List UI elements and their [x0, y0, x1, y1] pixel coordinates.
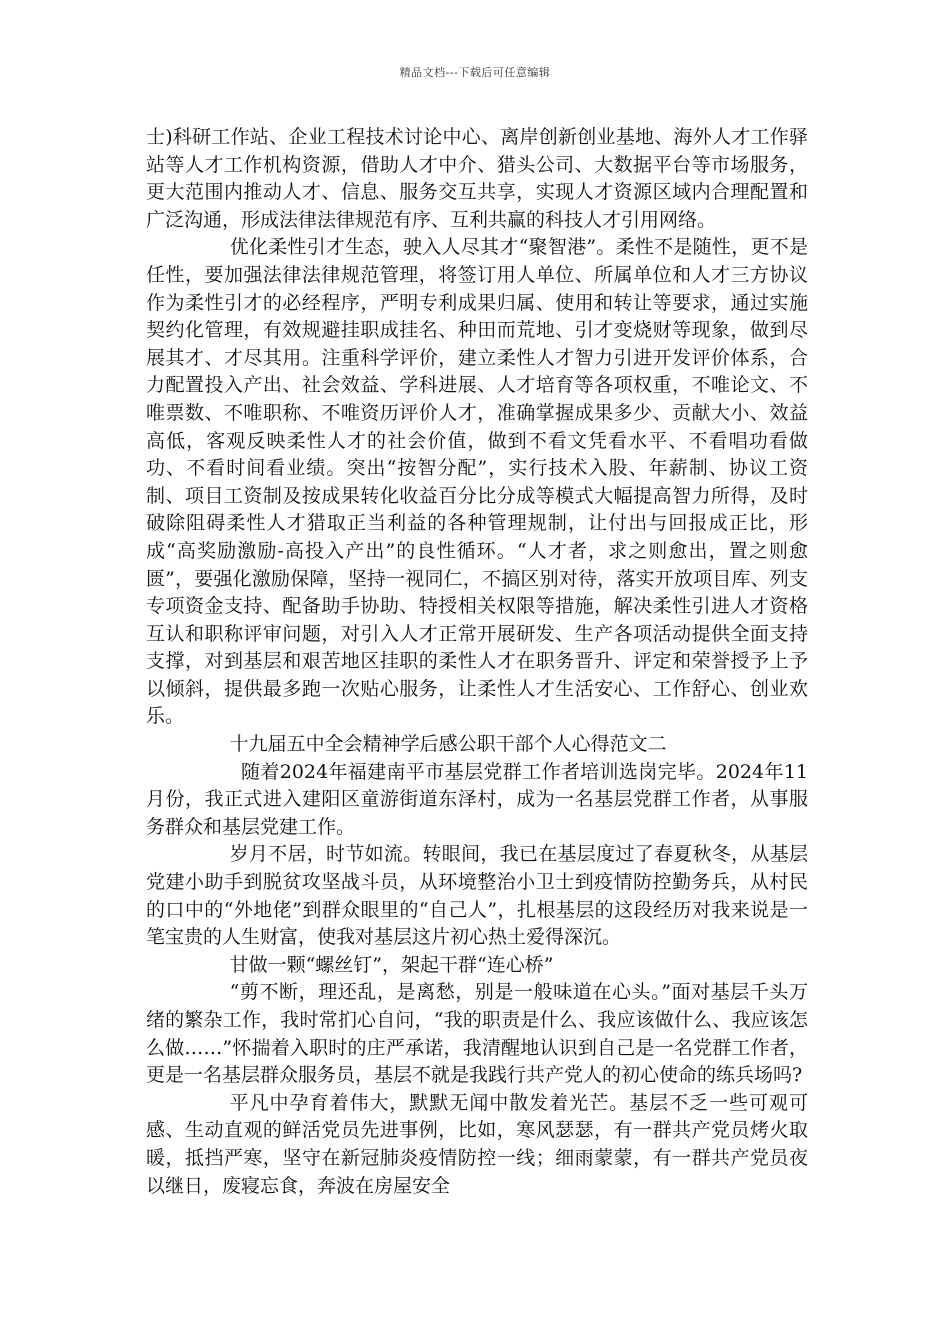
paragraph-6: 平凡中孕育着伟大，默默无闻中散发着光芒。基层不乏一些可观可感、生动直观的鲜活党员先进事例，比如，寒风瑟瑟，有一群共产党员烤火取暖，抵挡严寒，坚守在新冠肺炎疫情防控一线；细雨蒙蒙，有一群共产党员夜以继日，废寝忘食，奔波在房屋安全: [146, 1091, 808, 1197]
section-title: 十九届五中全会精神学后感公职干部个人心得范文二: [229, 733, 667, 756]
paragraph-2: 优化柔性引才生态，驶入人尽其才“聚智港”。柔性不是随性，更不是任性，要加强法律法律规范管理，将签订用人单位、所属单位和人才三方协议作为柔性引才的必经程序，严明专利成果归属、使用和转让等要求，通过实施契约化管理，有效规避挂职成挂名、种田而荒地、引才变烧财等现象，做到尽展其才、才尽其用。注重科学评价，建立柔性人才智力引进开发评价体系，合力配置投入产出、社会效益、学科进展、人才培育等各项权重，不唯论文、不唯票数、不唯职称、不唯资历评价人才，准确掌握成果多少、贡献大小、效益高低，客观反映柔性人才的社会价值，做到不看文凭看水平、不看唱功看做功、不看时间看业绩。突出“按智分配”，实行技术入股、年薪制、协议工资制、项目工资制及按成果转化收益百分比分成等模式大幅提高智力所得，及时破除阻碍柔性人才猎取正当利益的各种管理规制，让付出与回报成正比，形成“高奖励激励-高投入产出”的良性循环。“人才者，求之则愈出，置之则愈匮”，要强化激励保障，坚持一视同仁，不搞区别对待，落实开放项目库、列支专项资金支持、配备助手协助、特授相关权限等措施，解决柔性引进人才资格互认和职称评审问题，对引入人才正常开展研发、生产各项活动提供全面支持支撑，对到基层和艰苦地区挂职的柔性人才在职务晋升、评定和荣誉授予上予以倾斜，提供最多跑一次贴心服务，让柔性人才生活安心、工作舒心、创业欢乐。: [146, 236, 808, 728]
subsection-title: 甘做一颗“螺丝钉”，架起干群“连心桥”: [229, 953, 554, 976]
paragraph-5: “剪不断，理还乱，是离愁，别是一般味道在心头。”面对基层千头万绪的繁杂工作，我时常扪心自问，“我的职责是什么、我应该做什么、我应该怎么做……”怀揣着入职时的庄严承诺，我清醒地认识到自己是一名党群工作者，更是一名基层群众服务员，基层不就是我践行共产党人的初心使命的练兵场吗?: [146, 981, 808, 1087]
paragraph-4: 岁月不居，时节如流。转眼间，我已在基层度过了春夏秋冬，从基层党建小助手到脱贫攻坚战斗员，从环境整治小卫士到疫情防控勤务兵，从村民的口中的“外地佬”到群众眼里的“自己人”，扎根基层的这段经历对我来说是一笔宝贵的人生财富，使我对基层这片初心热土爱得深沉。: [146, 843, 808, 949]
paragraph-1: 士)科研工作站、企业工程技术讨论中心、离岸创新创业基地、海外人才工作驿站等人才工作机构资源，借助人才中介、猎头公司、大数据平台等市场服务，更大范围内推动人才、信息、服务交互共享，实现人才资源区域内合理配置和广泛沟通，形成法律法律规范有序、互利共赢的科技人才引用网络。: [146, 126, 808, 231]
document-body: [146, 124, 808, 1200]
paragraph-3: 随着2024年福建南平市基层党群工作者培训选岗完毕。2024年11月份，我正式进入建阳区童游街道东泽村，成为一名基层党群工作者，从事服务群众和基层党建工作。: [146, 760, 808, 838]
page-header: 精品文档---下载后可任意编辑: [399, 66, 551, 79]
